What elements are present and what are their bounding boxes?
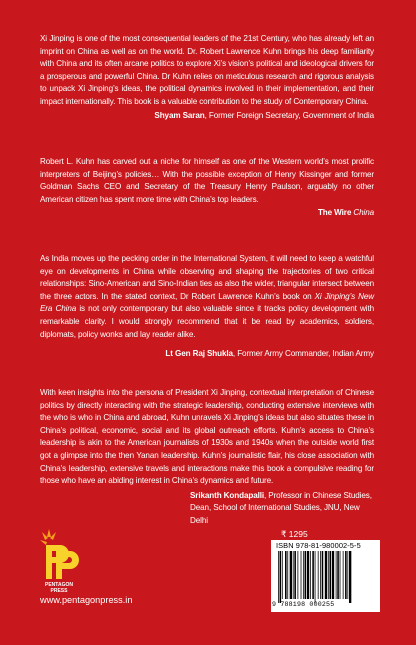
barcode-bar <box>336 551 337 599</box>
barcode-bar <box>294 551 296 599</box>
blurb-the-wire <box>40 156 374 220</box>
barcode-bar <box>340 551 341 599</box>
blurb-saran <box>40 33 374 122</box>
attribution-role: , Professor in Chinese Studies, <box>264 490 372 500</box>
publisher-name-line2: PRESS <box>50 587 68 594</box>
barcode-bar <box>332 551 334 599</box>
barcode-box <box>271 540 380 612</box>
barcode-bar <box>318 551 319 599</box>
pentagon-press-logo <box>40 529 80 583</box>
blurb-attribution <box>40 348 374 361</box>
blurb-kondapalli <box>40 387 374 528</box>
isbn-label: ISBN 978-81-980002-5-5 <box>276 541 361 550</box>
barcode-bar <box>310 551 311 599</box>
attribution-italic: China <box>353 208 374 218</box>
barcode-bar <box>280 551 282 603</box>
blurb-attribution <box>40 207 374 220</box>
barcode-bar <box>307 551 309 599</box>
barcode-bar <box>287 551 288 599</box>
barcode-bar <box>278 551 279 603</box>
book-title: Xi Jinping’s New Era China <box>40 291 374 314</box>
blurb-attribution <box>40 110 374 123</box>
barcode-bar <box>290 551 292 599</box>
barcode-bar <box>322 551 324 599</box>
publisher-name-line1: PENTAGON <box>45 582 73 588</box>
blurb-text: Robert L. Kuhn has carved out a niche for himself as one of the Western world’s most prolific interpreters of Beijing’s policies… With the possible exception of Henry Kissinger and former Goldman Sachs CEO and Secretary of the Treasury Henry Paulson, arguably no other American citizen has spent more time with China’s top leaders. <box>40 157 374 204</box>
attribution-name: Lt Gen Raj Shukla <box>165 349 233 359</box>
attribution-role: , Former Army Commander, Indian Army <box>232 349 374 359</box>
barcode-bars <box>278 551 374 603</box>
barcode-digits: 9 788198 000255 <box>272 601 335 608</box>
attribution-role: , Former Foreign Secretary, Government of India <box>204 110 374 120</box>
barcode-bar <box>282 551 283 599</box>
blurb-attribution <box>40 490 374 528</box>
barcode-bar <box>301 551 302 599</box>
barcode-bar <box>320 551 321 599</box>
barcode-bar <box>349 551 351 603</box>
barcode-bar <box>328 551 329 599</box>
barcode-bar <box>303 551 304 599</box>
attribution-name: The Wire <box>317 208 352 218</box>
barcode-bar <box>285 551 287 599</box>
blurb-shukla <box>40 253 374 361</box>
blurb-text-part: is not only contemporary but also valuable since it tracks policy development with remarkable clarity. I would strongly recommend that it be read by academics, soldiers, diplomats, policy wonks and lay reader alike. <box>40 304 374 339</box>
blurb-text-part: As India moves up the pecking order in the International System, it will need to keep a watchful eye on developments in China while observing and shaping the trajectories of two critical relationships: Sino-American and Sino-Indian ties as also the wider, triangular intersect between the three actors. In the stated context, Dr Robert Lawrence Kuhn’s book on <box>40 254 374 301</box>
attribution-role-line2: Dean, School of International Studies, JNU, New Delhi <box>190 503 360 525</box>
publisher-website[interactable]: www.pentagonpress.in <box>40 595 133 605</box>
barcode-bar <box>325 551 327 599</box>
blurb-text: With keen insights into the persona of President Xi Jinping, contextual interpretation of Chinese politics by directly interacting with the strategic leadership, conducting extensive interviews with the who is who in China and abroad, Kuhn unravels Xi Jinping’s ideas but also situates these in China’s political, economic, social and its global outreach efforts. Kuhn’s access to China’s leadership is akin to the American journalists of 1930s and 1940s when the outside world first got a glimpse into the then Yanan leadership. Kuhn’s journalistic flair, his close association with China’s leadership, extensive travels and interactions make this book a compulsive reading for those who have an abiding interest in China’s dynamics and future. <box>40 388 374 486</box>
barcode-bar <box>312 551 314 599</box>
attribution-name: Shyam Saran <box>154 110 205 120</box>
barcode-bar <box>345 551 347 599</box>
barcode-bar <box>337 551 339 599</box>
barcode-bar <box>305 551 307 599</box>
publisher-name <box>44 583 74 594</box>
barcode-bar <box>315 551 316 603</box>
blurb-text <box>40 253 374 341</box>
blurb-text: Xi Jinping is one of the most consequential leaders of the 21st Century, who has already left an imprint on China as well as on the world. Dr. Robert Lawrence Kuhn brings his deep familiarity with China and its often arcane politics to explore Xi’s vision’s political and ideological drivers for a prosperous and powerful China. Dr Kuhn relies on meticulous research and rigorous analysis to unpack Xi Jinping’s ideas, the political dynamics involved in their implementation, and their impact internationally. This book is a valuable contribution to the study of Contemporary China. <box>40 34 374 106</box>
barcode-bar <box>293 551 294 599</box>
attribution-name: Srikanth Kondapalli <box>190 490 265 500</box>
barcode-bar <box>343 551 344 599</box>
price: ₹ 1295 <box>281 529 308 539</box>
barcode-bar <box>329 551 331 599</box>
barcode-bar <box>298 551 299 599</box>
barcode-bar <box>347 551 348 599</box>
